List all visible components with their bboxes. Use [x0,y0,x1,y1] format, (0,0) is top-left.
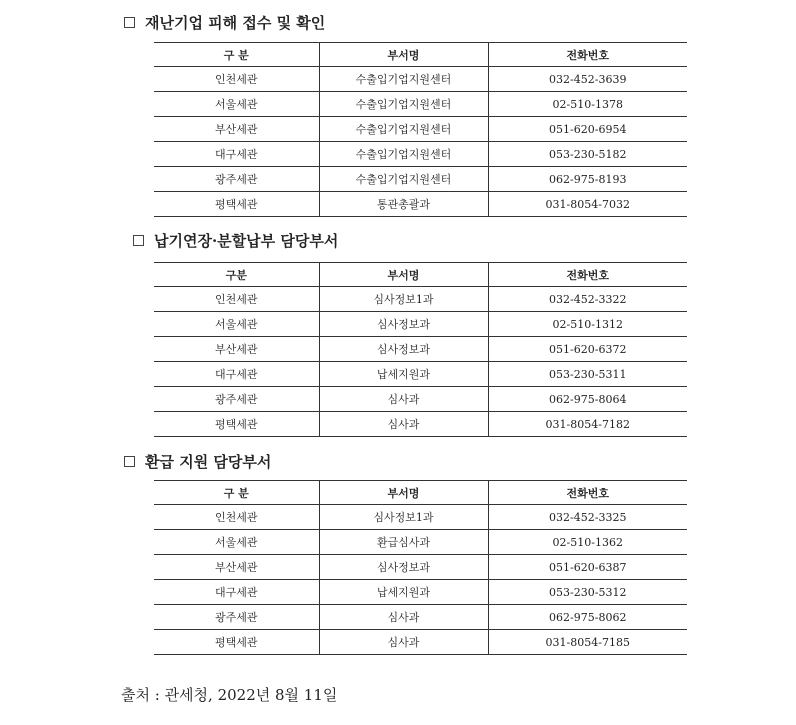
table-row [154,192,687,217]
table-cell: 수출입기업지원센터 [319,92,488,117]
table-cell: 심사정보1과 [319,287,488,312]
table-row [154,337,687,362]
column-header: 부서명 [319,481,488,505]
checkbox-icon [124,17,135,28]
table-cell: 수출입기업지원센터 [319,142,488,167]
table-cell: 수출입기업지원센터 [319,67,488,92]
table-cell: 수출입기업지원센터 [319,117,488,142]
table-cell: 평택세관 [214,198,258,211]
table-cell: 062-975-8193 [488,167,687,192]
section-heading-deferral [133,230,338,251]
table-cell: 인천세관 [214,73,258,86]
table-cell: 032-452-3322 [488,287,687,312]
table-cell: 서울세관 [214,318,258,331]
column-header: 구 분 [154,43,319,67]
table-cell: 051-620-6387 [488,555,687,580]
table-cell: 032-452-3639 [488,67,687,92]
table-cell: 심사과 [319,412,488,437]
table-cell: 062-975-8064 [488,387,687,412]
table-row [154,92,687,117]
table-row [154,287,687,312]
table-cell: 부산세관 [214,123,258,136]
table-cell: 환급심사과 [319,530,488,555]
table-header-row [154,263,687,287]
table-cell: 광주세관 [214,393,258,406]
table-row [154,505,687,530]
table-cell: 부산세관 [214,561,258,574]
table-cell: 심사정보과 [319,312,488,337]
column-header: 전화번호 [488,481,687,505]
table-cell: 032-452-3325 [488,505,687,530]
table-cell: 051-620-6954 [488,117,687,142]
table-row [154,67,687,92]
table-cell: 대구세관 [214,586,258,599]
table-cell: 062-975-8062 [488,605,687,630]
table-cell: 02-510-1312 [488,312,687,337]
section-heading-text: 재난기업 피해 접수 및 확인 [145,14,326,32]
table-cell: 평택세관 [214,418,258,431]
table-row [154,605,687,630]
table-row [154,142,687,167]
table-deferral-contacts [154,262,687,437]
table-row [154,362,687,387]
table-cell: 서울세관 [214,536,258,549]
column-header: 전화번호 [488,263,687,287]
table-cell: 인천세관 [214,293,258,306]
column-header: 전화번호 [488,43,687,67]
table-cell: 부산세관 [214,343,258,356]
checkbox-icon [124,456,135,467]
table-cell: 053-230-5182 [488,142,687,167]
table-cell: 심사과 [319,387,488,412]
table-cell: 심사과 [319,630,488,655]
column-header: 구 분 [154,481,319,505]
table-cell: 통관총괄과 [319,192,488,217]
table-cell: 광주세관 [214,173,258,186]
table-header-row [154,481,687,505]
table-cell: 인천세관 [214,511,258,524]
table-cell: 심사정보과 [319,337,488,362]
table-row [154,580,687,605]
section-heading-text: 납기연장·분할납부 담당부서 [154,232,339,250]
table-row [154,167,687,192]
section-heading-disaster [124,12,325,33]
table-row [154,530,687,555]
table-cell: 평택세관 [214,636,258,649]
source-note: 출처 : 관세청, 2022년 8월 11일 [121,686,338,704]
table-cell: 053-230-5312 [488,580,687,605]
table-cell: 납세지원과 [319,580,488,605]
table-cell: 심사과 [319,605,488,630]
table-header-row [154,43,687,67]
table-cell: 031-8054-7185 [488,630,687,655]
table-row [154,387,687,412]
section-heading-refund [124,451,271,472]
column-header: 구분 [154,263,319,287]
table-cell: 031-8054-7182 [488,412,687,437]
table-row [154,555,687,580]
table-cell: 광주세관 [214,611,258,624]
section-heading-text: 환급 지원 담당부서 [145,453,272,471]
table-disaster-contacts [154,42,687,217]
table-cell: 031-8054-7032 [488,192,687,217]
table-cell: 서울세관 [214,98,258,111]
table-cell: 02-510-1362 [488,530,687,555]
checkbox-icon [133,235,144,246]
table-cell: 02-510-1378 [488,92,687,117]
table-cell: 납세지원과 [319,362,488,387]
table-refund-contacts [154,480,687,655]
table-cell: 053-230-5311 [488,362,687,387]
table-row [154,117,687,142]
table-cell: 051-620-6372 [488,337,687,362]
table-row [154,412,687,437]
column-header: 부서명 [319,263,488,287]
table-cell: 대구세관 [214,368,258,381]
table-cell: 심사정보1과 [319,505,488,530]
table-cell: 심사정보과 [319,555,488,580]
table-cell: 대구세관 [214,148,258,161]
table-row [154,630,687,655]
table-row [154,312,687,337]
column-header: 부서명 [319,43,488,67]
table-cell: 수출입기업지원센터 [319,167,488,192]
